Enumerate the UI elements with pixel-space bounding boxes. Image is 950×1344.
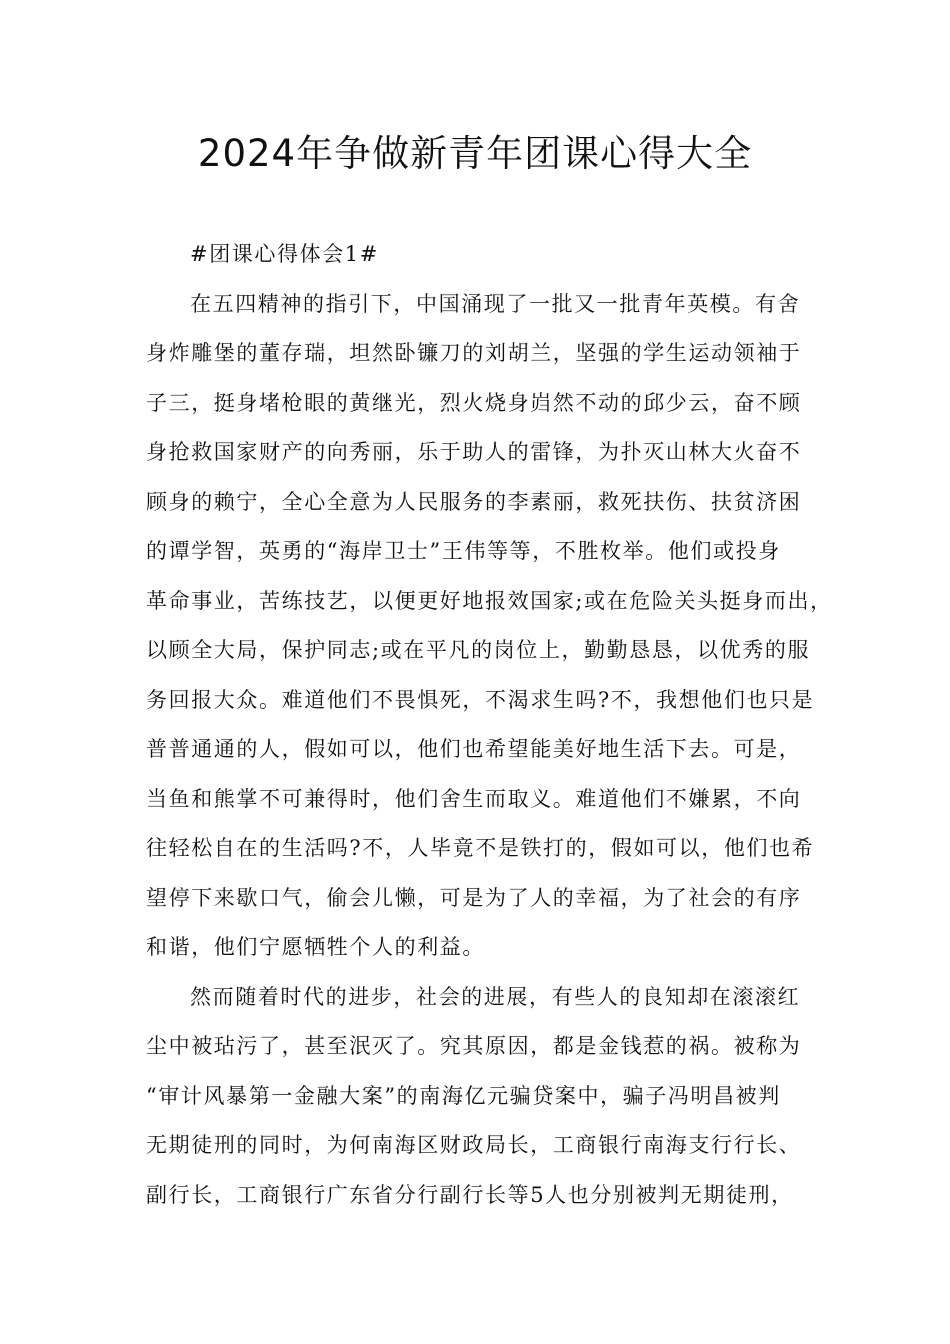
paragraph-line: 副行长，工商银行广东省分行副行长等5人也分别被判无期徒刑， bbox=[146, 1182, 794, 1207]
paragraph-line: 当鱼和熊掌不可兼得时，他们舍生而取义。难道他们不嫌累，不向 bbox=[146, 786, 802, 811]
paragraph-line: 务回报大众。难道他们不畏惧死，不渴求生吗?不，我想他们也只是 bbox=[146, 687, 815, 712]
paragraph-line: 子三，挺身堵枪眼的黄继光，烈火烧身岿然不动的邱少云，奋不顾 bbox=[146, 390, 802, 415]
paragraph-line: 往轻松自在的生活吗?不，人毕竟不是铁打的，假如可以，他们也希 bbox=[146, 836, 815, 860]
paragraph-line: 和谐，他们宁愿牺牲个人的利益。 bbox=[146, 935, 485, 959]
paragraph-line: 身抢救国家财产的向秀丽，乐于助人的雷锋，为扑灭山林大火奋不 bbox=[146, 440, 802, 464]
document-body bbox=[146, 230, 833, 1220]
paragraph-line: 革命事业，苦练技艺，以便更好地报效国家;或在危险关头挺身而出， bbox=[146, 588, 833, 613]
paragraph-line: 在五四精神的指引下，中国涌现了一批又一批青年英模。有舍 bbox=[190, 291, 801, 316]
paragraph-line: 然而随着时代的进步，社会的进展，有些人的良知却在滚滚红 bbox=[190, 984, 801, 1009]
paragraph-line: 身炸雕堡的董存瑞，坦然卧镰刀的刘胡兰，坚强的学生运动领袖于 bbox=[146, 341, 802, 365]
paragraph-line: “审计风暴第一金融大案”的南海亿元骗贷案中，骗子冯明昌被判 bbox=[146, 1083, 781, 1108]
paragraph-line: 以顾全大局，保护同志;或在平凡的岗位上，勤勤恳恳，以优秀的服 bbox=[146, 638, 811, 662]
paragraph-line: 顾身的赖宁，全心全意为人民服务的李素丽，救死扶伤、扶贫济困 bbox=[146, 489, 802, 514]
document-title: 2024年争做新青年团课心得大全 bbox=[197, 132, 753, 175]
paragraph-line: 望停下来歇口气，偷会儿懒，可是为了人的幸福，为了社会的有序 bbox=[146, 885, 802, 910]
paragraph-line: 尘中被玷污了，甚至泯灭了。究其原因，都是金钱惹的祸。被称为 bbox=[146, 1034, 802, 1058]
section-heading: #团课心得体会1# bbox=[190, 242, 379, 266]
paragraph-line: 的谭学智，英勇的“海岸卫士”王伟等等，不胜枚举。他们或投身 bbox=[146, 539, 781, 563]
paragraph-line: 无期徒刑的同时，为何南海区财政局长，工商银行南海支行行长、 bbox=[146, 1133, 802, 1157]
paragraph-line: 普普通通的人，假如可以，他们也希望能美好地生活下去。可是， bbox=[146, 737, 802, 761]
